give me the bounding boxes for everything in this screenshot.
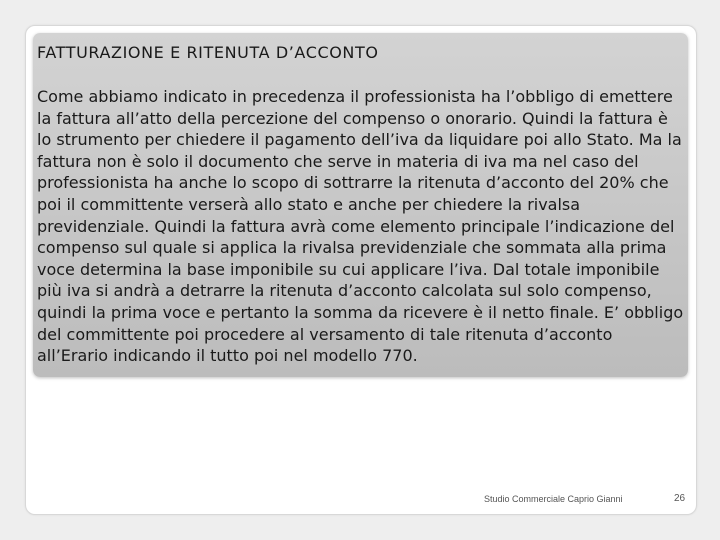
slide-page-number: 26 <box>674 493 686 504</box>
slide-body-text: Come abbiamo indicato in precedenza il professionista ha l’obbligo di emettere la fattura all’atto della percezione del compenso o onorario. Quindi la fattura è lo strumento per chiedere il pagamento dell’iva da liquidare poi allo Stato. Ma la fattura non è solo il documento che serve in materia di iva ma nel caso del professionista ha anche lo scopo di sottrarre la ritenuta d’acconto del 20% che poi il committente verserà allo stato e anche per chiedere la rivalsa previdenziale. Quindi la fattura avrà come elemento principale l’indicazione del compenso sul quale si applica la rivalsa previdenziale che sommata alla prima voce determina la base imponibile su cui applicare l’iva. Dal totale imponibile più iva si andrà a detrarre la ritenuta d’acconto calcolata sul solo compenso, quindi la prima voce e pertanto la somma da ricevere è il netto finale. E’ obbligo del committente poi procedere al versamento di tale ritenuta d’acconto all’Erario indicando il tutto poi nel modello 770. <box>37 87 684 366</box>
slide-footer: Studio Commerciale Caprio Gianni <box>484 494 623 504</box>
slide-title: FATTURAZIONE E RITENUTA D’ACCONTO <box>37 43 379 62</box>
